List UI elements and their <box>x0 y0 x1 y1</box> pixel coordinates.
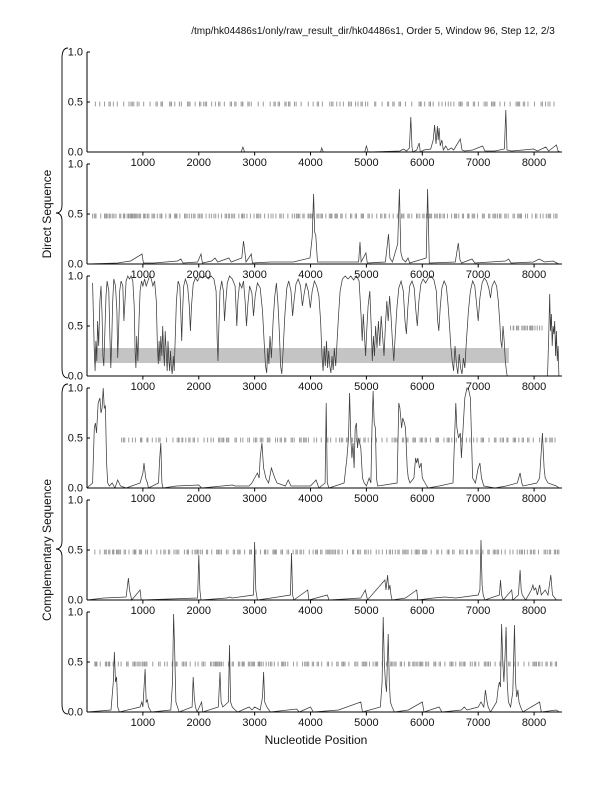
y-tick-label: 0.5 <box>67 656 83 669</box>
x-tick-label: 7000 <box>465 717 491 729</box>
x-tick-label: 8000 <box>521 493 547 505</box>
x-tick-label: 2000 <box>186 605 212 617</box>
x-axis-title: Nucleotide Position <box>264 733 368 747</box>
x-tick-label: 5000 <box>354 493 379 505</box>
x-tick-label: 7000 <box>465 493 491 505</box>
y-tick-label: 1.0 <box>67 158 83 171</box>
plot-title: /tmp/hk04486s1/only/raw_result_dir/hk04486s1, Order 5, Window 96, Step 12, 2/3 <box>191 26 555 37</box>
x-tick-label: 8000 <box>521 381 547 393</box>
y-tick-label: 0.0 <box>67 482 83 495</box>
x-tick-label: 1000 <box>130 493 156 505</box>
y-tick-label: 0.5 <box>67 96 83 109</box>
y-tick-label: 0.0 <box>67 370 83 383</box>
x-tick-label: 3000 <box>242 717 267 729</box>
complementary-sequence-brace <box>56 384 68 714</box>
x-tick-label: 6000 <box>410 157 435 169</box>
probability-curve <box>87 388 559 488</box>
direct-sequence-brace <box>56 48 68 378</box>
y-tick-label: 1.0 <box>67 270 83 283</box>
x-tick-label: 7000 <box>465 157 491 169</box>
shaded-band <box>94 348 509 363</box>
x-tick-label: 5000 <box>354 157 379 169</box>
x-tick-label: 5000 <box>354 269 379 281</box>
x-tick-label: 6000 <box>410 605 435 617</box>
x-tick-label: 3000 <box>242 493 267 505</box>
y-tick-label: 1.0 <box>67 494 83 507</box>
panel-direct-frame-2 <box>68 159 562 282</box>
x-tick-label: 4000 <box>298 717 323 729</box>
x-tick-label: 6000 <box>410 493 435 505</box>
panel-direct-frame-3 <box>68 271 562 394</box>
x-tick-label: 1000 <box>130 605 156 617</box>
x-tick-label: 4000 <box>298 605 323 617</box>
x-tick-label: 8000 <box>521 269 547 281</box>
x-tick-label: 2000 <box>186 493 212 505</box>
x-tick-label: 3000 <box>242 381 267 393</box>
x-tick-label: 2000 <box>186 717 212 729</box>
x-tick-label: 3000 <box>242 269 267 281</box>
y-tick-label: 0.5 <box>67 544 83 557</box>
x-tick-label: 1000 <box>130 717 156 729</box>
panel-complementary-frame-1 <box>68 383 562 506</box>
y-tick-label: 1.0 <box>67 46 83 59</box>
x-tick-label: 3000 <box>242 605 267 617</box>
y-tick-label: 1.0 <box>67 606 83 619</box>
x-tick-label: 4000 <box>298 269 323 281</box>
y-tick-label: 0.0 <box>67 706 83 719</box>
x-tick-label: 8000 <box>521 605 547 617</box>
x-tick-label: 5000 <box>354 381 379 393</box>
x-tick-label: 5000 <box>354 605 379 617</box>
y-tick-label: 0.0 <box>67 146 83 159</box>
x-tick-label: 3000 <box>242 157 267 169</box>
probability-curve <box>548 294 559 376</box>
x-tick-label: 1000 <box>130 381 156 393</box>
y-tick-label: 0.0 <box>67 258 83 271</box>
x-tick-label: 6000 <box>410 269 435 281</box>
x-tick-label: 2000 <box>186 269 212 281</box>
group-label-direct-sequence: Direct Sequence <box>40 169 54 259</box>
x-tick-label: 5000 <box>354 717 379 729</box>
x-tick-label: 8000 <box>521 717 547 729</box>
x-tick-label: 2000 <box>186 157 212 169</box>
probability-curve <box>87 189 559 264</box>
y-tick-label: 0.5 <box>67 208 83 221</box>
x-tick-label: 4000 <box>298 157 323 169</box>
panel-complementary-frame-2 <box>68 495 562 618</box>
panel-direct-frame-1 <box>68 47 562 170</box>
group-label-complementary-sequence: Complementary Sequence <box>40 478 54 622</box>
x-tick-label: 6000 <box>410 381 435 393</box>
x-tick-label: 6000 <box>410 717 435 729</box>
x-tick-label: 7000 <box>465 605 491 617</box>
x-tick-label: 2000 <box>186 381 212 393</box>
probability-curve <box>87 540 556 600</box>
x-tick-label: 8000 <box>521 157 547 169</box>
x-tick-label: 1000 <box>130 269 156 281</box>
x-tick-label: 1000 <box>130 157 156 169</box>
x-tick-label: 7000 <box>465 381 491 393</box>
y-tick-label: 0.0 <box>67 594 83 607</box>
y-tick-label: 1.0 <box>67 382 83 395</box>
probability-curve <box>87 110 560 152</box>
panel-complementary-frame-3 <box>68 607 562 730</box>
x-tick-label: 4000 <box>298 381 323 393</box>
y-tick-label: 0.5 <box>67 320 83 333</box>
x-tick-label: 4000 <box>298 493 323 505</box>
x-tick-label: 7000 <box>465 269 491 281</box>
y-tick-label: 0.5 <box>67 432 83 445</box>
